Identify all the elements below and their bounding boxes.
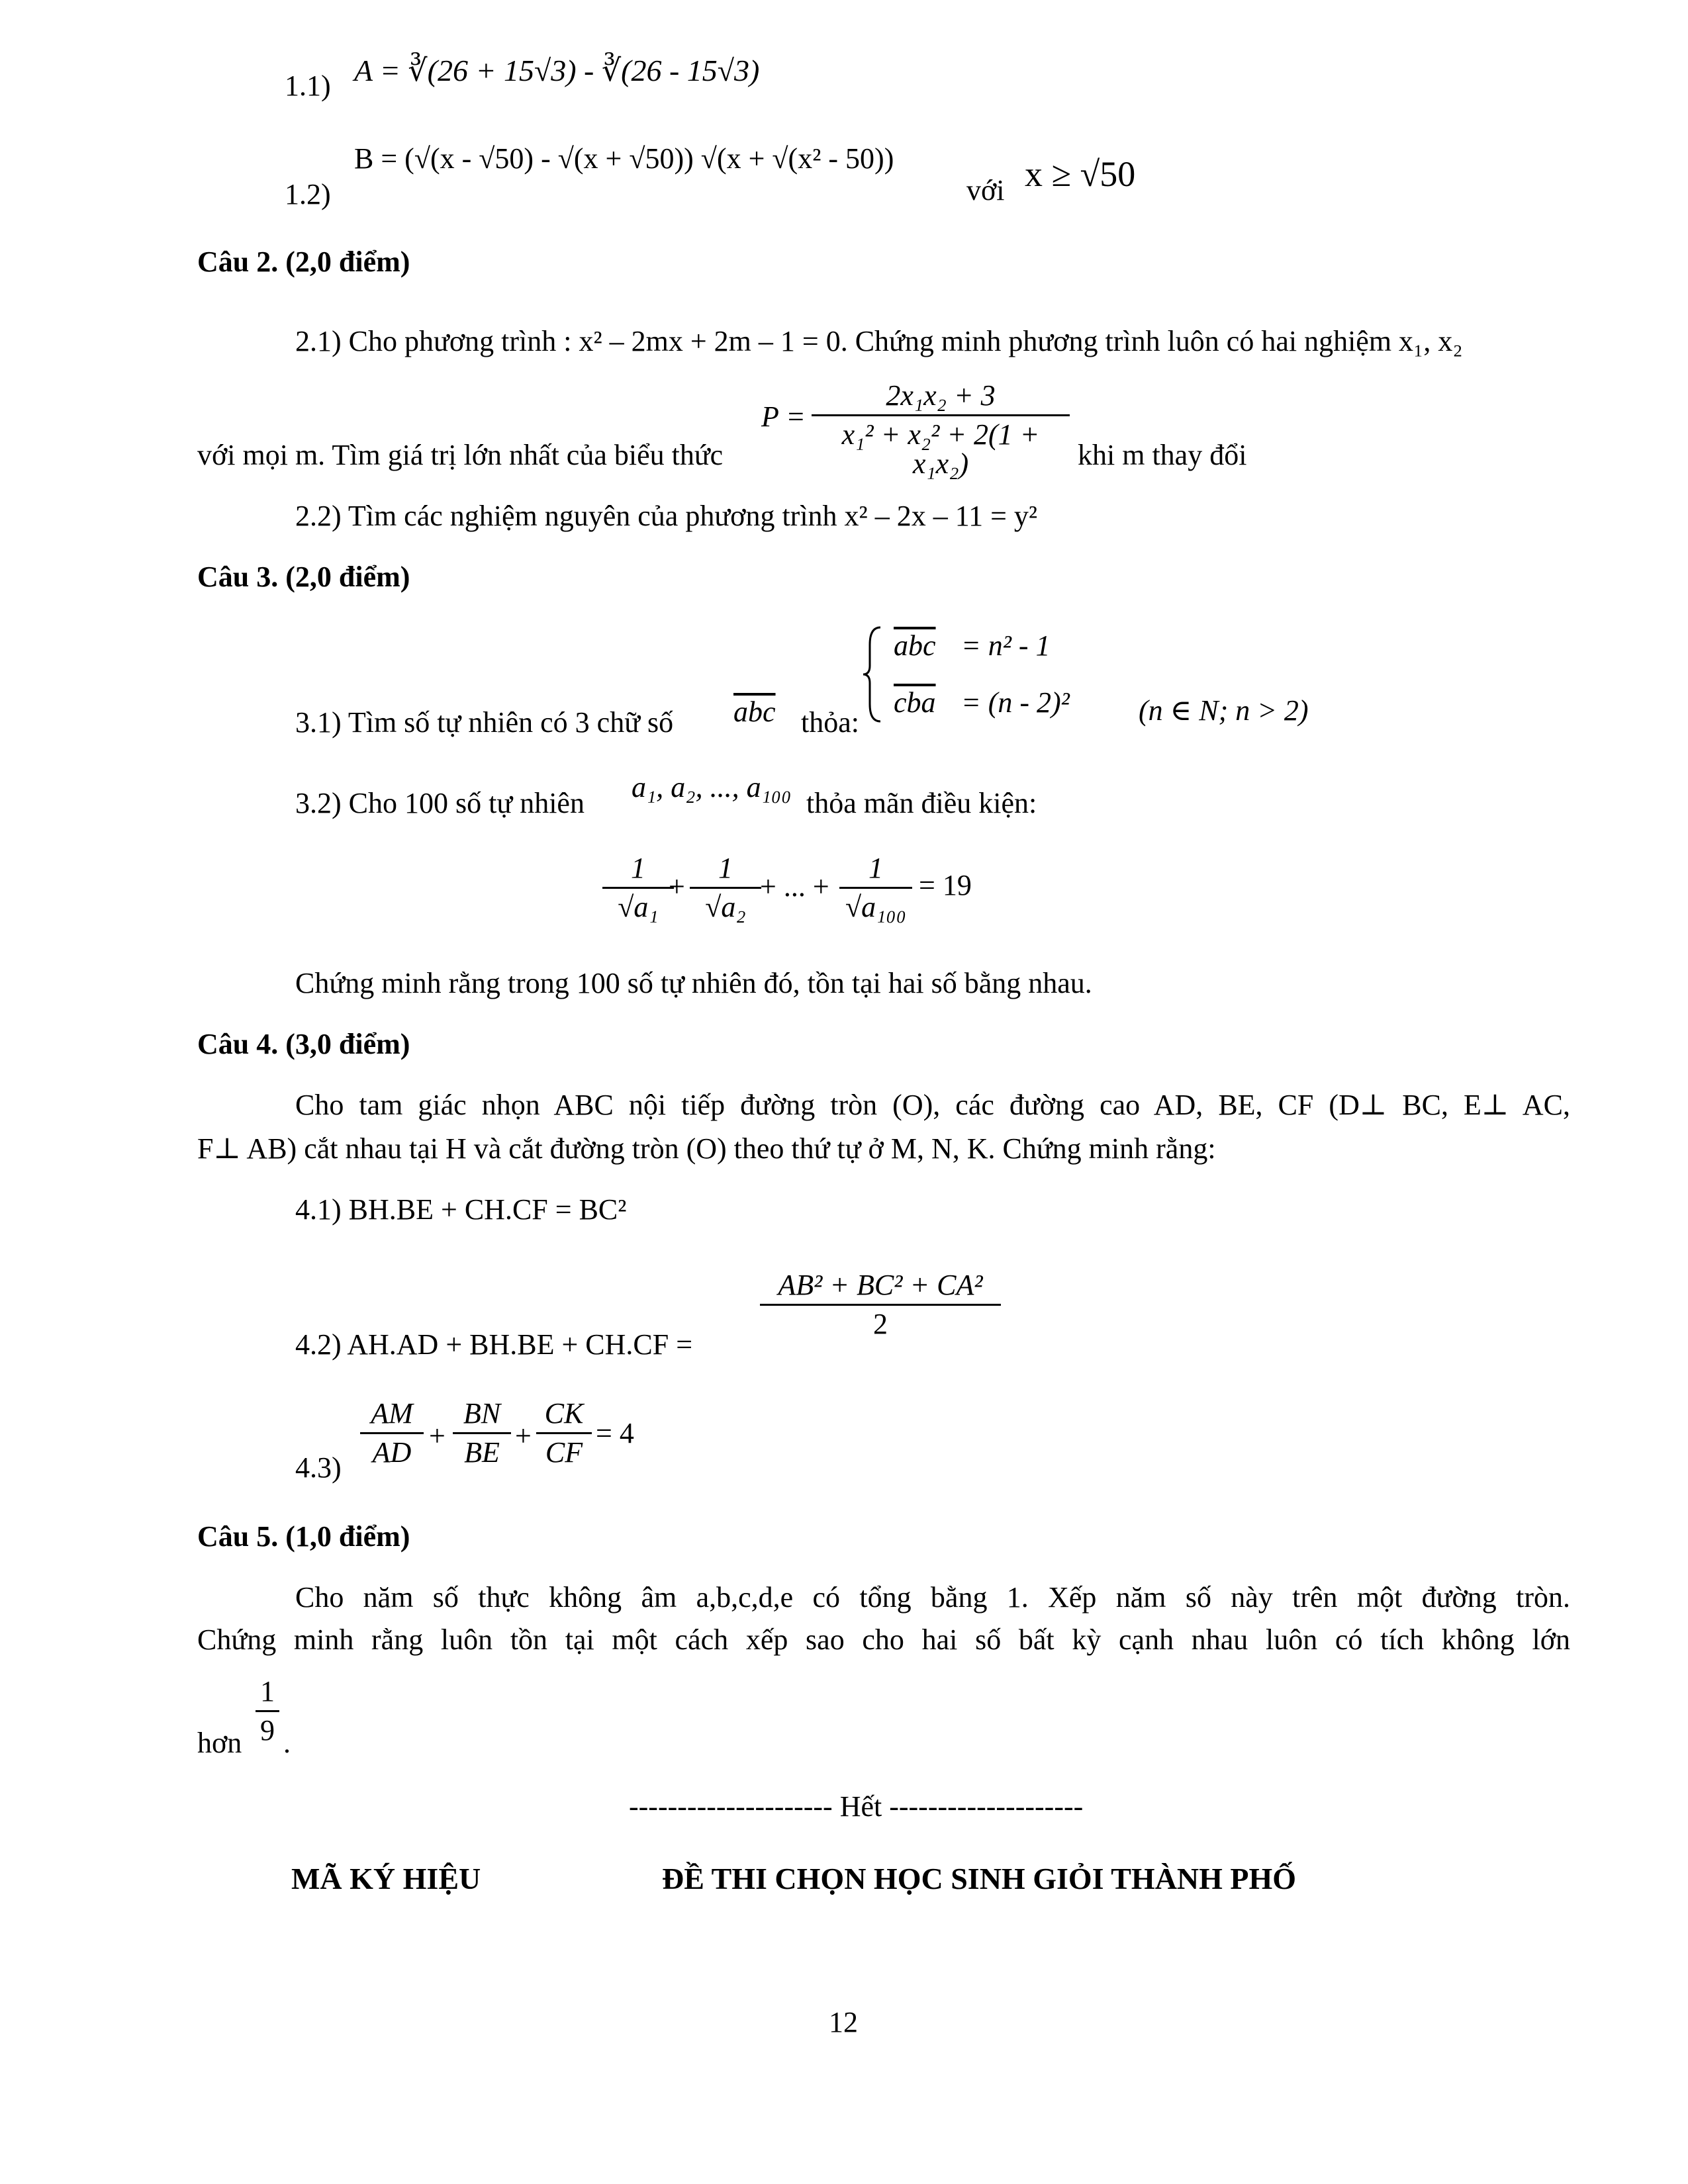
p-fraction — [812, 381, 1070, 478]
item-1-2-label: 1.2) — [285, 178, 331, 210]
one-ninth-denominator: 9 — [260, 1714, 275, 1747]
ratio-am-ad-bar — [360, 1432, 424, 1434]
sum-fraction-3-bar — [839, 887, 912, 889]
question-2-1-text: 2.1) Cho phương trình : x² – 2mx + 2m – 1 = 0. Chứng minh phương trình luôn có hai nghiệm x₁, x₂ — [295, 325, 1463, 357]
ratio-plus-2: + — [515, 1420, 532, 1452]
question-4-2-denominator: 2 — [873, 1308, 888, 1340]
question-4-1: 4.1) BH.BE + CH.CF = BC² — [295, 1193, 627, 1226]
ratio-am: AM — [371, 1397, 413, 1430]
question-2-heading: Câu 2. (2,0 điểm) — [197, 246, 410, 278]
end-line: --------------------- Hết -------------------- — [629, 1790, 1084, 1823]
sum-fraction-3 — [839, 854, 912, 922]
sum-fraction-3-den: √a₁₀₀ — [845, 891, 907, 923]
item-1-2-formula: B = (√(x - √50) - √(x + √50)) √(x + √(x² - 50)) — [354, 142, 894, 175]
ratio-plus-1: + — [429, 1420, 445, 1452]
question-3-1-thoa: thỏa: — [801, 706, 859, 739]
ratio-ck: CK — [544, 1397, 584, 1430]
p-numerator: 2x₁x₂ + 3 — [886, 379, 996, 412]
question-2-2-text: 2.2) Tìm các nghiệm nguyên của phương trình x² – 2x – 11 = y² — [295, 500, 1038, 532]
question-2-1-line2: với mọi m. Tìm giá trị lớn nhất của biểu thức — [197, 439, 724, 471]
sum-fraction-2 — [690, 854, 761, 922]
question-5-line3: hơn — [197, 1727, 242, 1759]
system-line1-rhs: = n² - 1 — [961, 629, 1051, 662]
question-4-2: 4.2) AH.AD + BH.BE + CH.CF = — [295, 1328, 693, 1361]
question-4-2-numerator: AB² + BC² + CA² — [778, 1269, 983, 1301]
ratio-equals: = 4 — [596, 1417, 634, 1449]
item-1-1-formula: A = ∛(26 + 15√3) - ∛(26 - 15√3) — [354, 54, 760, 87]
question-3-2-conclusion: Chứng minh rằng trong 100 số tự nhiên đó, tồn tại hai số bằng nhau. — [295, 967, 1092, 999]
question-5-period: . — [283, 1727, 291, 1759]
ratio-bn-be — [453, 1399, 511, 1467]
question-3-2-text2: thỏa mãn điều kiện: — [806, 787, 1037, 819]
ratio-ck-cf-bar — [536, 1432, 592, 1434]
question-4-2-fraction-bar — [760, 1304, 1001, 1306]
sum-plus-1: + — [669, 870, 685, 903]
ratio-cf: CF — [545, 1436, 583, 1469]
system-line2-rhs: = (n - 2)² — [961, 686, 1070, 719]
question-5-heading: Câu 5. (1,0 điểm) — [197, 1520, 410, 1553]
one-ninth-bar — [256, 1710, 279, 1712]
sum-fraction-1-num: 1 — [631, 852, 645, 884]
code-label: MÃ KÝ HIỆU — [291, 1862, 481, 1895]
system-line1-abc: $\overline{abc}$ — [894, 629, 936, 662]
question-4-3-label: 4.3) — [295, 1451, 342, 1484]
item-1-2-condition-word: với — [966, 174, 1005, 206]
item-1-2-condition: x ≥ √50 — [1025, 154, 1136, 194]
sum-fraction-1 — [602, 854, 674, 922]
question-3-2-text: 3.2) Cho 100 số tự nhiên — [295, 787, 585, 819]
system-condition: (n ∈ N; n > 2) — [1139, 694, 1309, 727]
ratio-ad: AD — [372, 1436, 412, 1469]
item-1-1-label: 1.1) — [285, 69, 331, 102]
ratio-am-ad — [360, 1399, 424, 1467]
sum-fraction-2-num: 1 — [718, 852, 733, 884]
question-2-1-line2-end: khi m thay đổi — [1078, 439, 1247, 471]
question-3-2-vars: a₁, a₂, ..., a₁₀₀ — [632, 771, 792, 803]
question-4-heading: Câu 4. (3,0 điểm) — [197, 1028, 410, 1060]
exam-title: ĐỀ THI CHỌN HỌC SINH GIỎI THÀNH PHỐ — [662, 1862, 1297, 1895]
question-5-line1: Cho năm số thực không âm a,b,c,d,e có tổng bằng 1. Xếp năm số này trên một đường tròn. — [295, 1581, 1570, 1614]
ratio-bn: BN — [463, 1397, 501, 1430]
page-number: 12 — [829, 2006, 858, 2038]
p-lhs: P = — [761, 400, 806, 433]
one-ninth-fraction — [256, 1677, 279, 1745]
question-5-line2: Chứng minh rằng luôn tồn tại một cách xếp sao cho hai số bất kỳ cạnh nhau luôn có tích không lớn — [197, 1623, 1570, 1656]
abc-overline: $\overline{abc}$ — [733, 696, 776, 728]
question-3-1-text: 3.1) Tìm số tự nhiên có 3 chữ số — [295, 706, 674, 739]
ratio-bn-be-bar — [453, 1432, 511, 1434]
sum-fraction-3-num: 1 — [868, 852, 883, 884]
p-fraction-bar — [812, 414, 1070, 416]
system-line2-cba: $\overline{cba}$ — [894, 686, 936, 719]
question-4-intro-line2: F⊥ AB) cắt nhau tại H và cắt đường tròn (O) theo thứ tự ở M, N, K. Chứng minh rằng: — [197, 1132, 1216, 1165]
p-denominator: x₁² + x₂² + 2(1 + x₁x₂) — [841, 418, 1040, 480]
question-3-heading: Câu 3. (2,0 điểm) — [197, 561, 410, 593]
ratio-ck-cf — [536, 1399, 592, 1467]
sum-dots: + ... + — [760, 870, 829, 903]
system-brace — [861, 625, 887, 724]
ratio-be: BE — [464, 1436, 500, 1469]
sum-fraction-2-den: √a₂ — [705, 891, 746, 923]
question-4-intro-line1: Cho tam giác nhọn ABC nội tiếp đường tròn (O), các đường cao AD, BE, CF (D⊥ BC, E⊥ AC, — [295, 1089, 1570, 1121]
sum-fraction-1-den: √a₁ — [618, 891, 659, 923]
sum-fraction-2-bar — [690, 887, 761, 889]
sum-fraction-1-bar — [602, 887, 674, 889]
one-ninth-numerator: 1 — [260, 1675, 275, 1707]
question-4-2-fraction — [760, 1271, 1001, 1339]
sum-equals: = 19 — [919, 869, 972, 901]
